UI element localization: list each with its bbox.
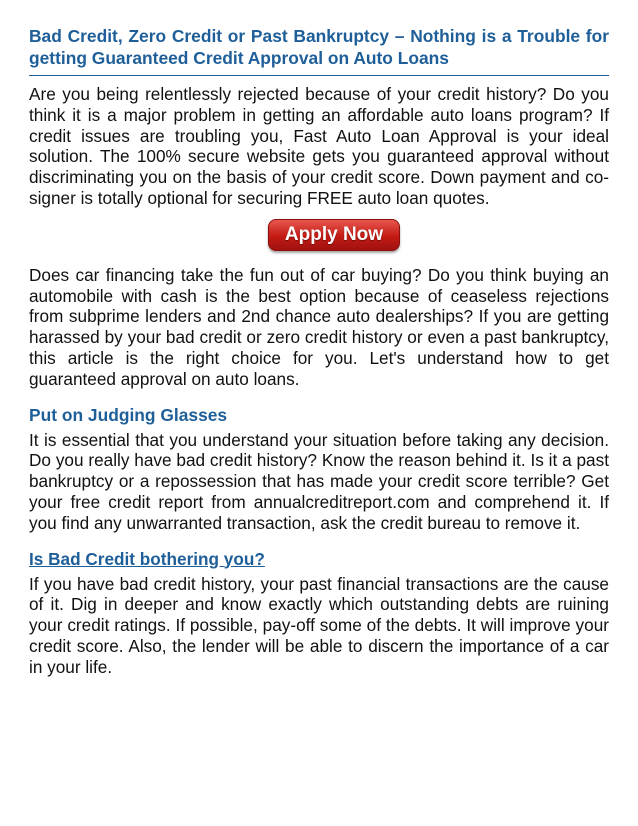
document-page — [29, 25, 609, 678]
title-divider — [29, 75, 609, 76]
section-body-bad-credit: If you have bad credit history, your past financial transactions are the cause of it. Dig in deeper and know exactly which outstanding debts are ruining your credit ratings. If possible, pay-off some of the debts. It will improve your credit score. Also, the lender will be able to discern the importance of a car in your life. — [29, 573, 609, 677]
apply-now-button[interactable]: Apply Now — [268, 219, 400, 251]
second-paragraph: Does car financing take the fun out of car buying? Do you think buying an automobile with cash is the best option because of ceaseless rejections from subprime lenders and 2nd chance auto dealerships? If you are getting harassed by your bad credit or zero credit history or even a past bankruptcy, this article is the right choice for you. Let's understand how to get guaranteed approval on auto loans. — [29, 264, 609, 389]
apply-now-container — [29, 219, 609, 251]
section-body-judging-glasses: It is essential that you understand your situation before taking any decision. Do you really have bad credit history? Know the reason behind it. Is it a past bankruptcy or a repossession that has made your credit score terrible? Get your free credit report from annualcreditreport.com and comprehend it. If you find any unwarranted transaction, ask the credit bureau to remove it. — [29, 429, 609, 533]
page-title: Bad Credit, Zero Credit or Past Bankruptcy – Nothing is a Trouble for getting Guaranteed Credit Approval on Auto Loans — [29, 26, 609, 68]
section-heading-bad-credit: Is Bad Credit bothering you? — [29, 548, 265, 569]
intro-paragraph: Are you being relentlessly rejected because of your credit history? Do you think it is a major problem in getting an affordable auto loans program? If credit issues are troubling you, Fast Auto Loan Approval is your ideal solution. The 100% secure website gets you guaranteed approval without discriminating you on the basis of your credit score. Down payment and co-signer is totally optional for securing FREE auto loan quotes. — [29, 84, 609, 208]
section-heading-judging-glasses: Put on Judging Glasses — [29, 404, 228, 425]
